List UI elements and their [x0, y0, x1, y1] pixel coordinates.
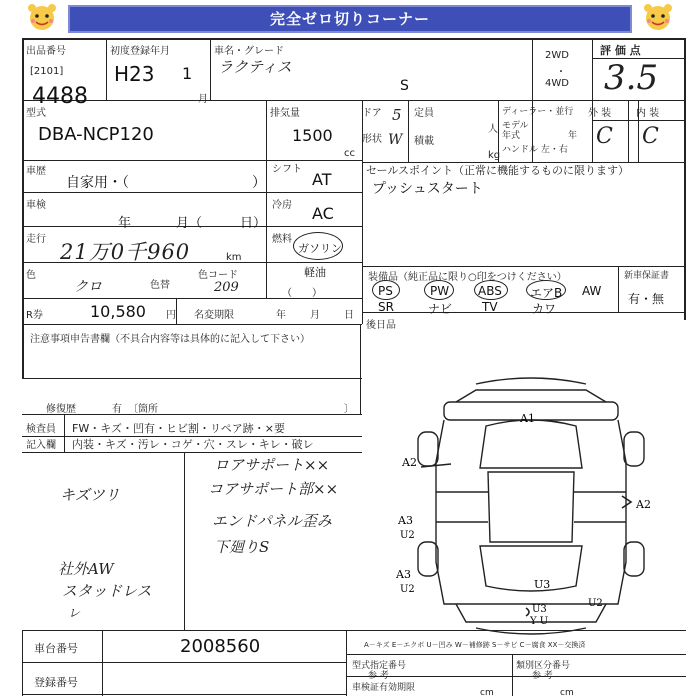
equip-ps: PS	[378, 284, 393, 298]
name-change-day: 日	[344, 310, 354, 321]
first-reg-label: 初度登録年月	[110, 46, 170, 57]
mileage-label: 走行	[26, 234, 46, 245]
model-label: 型式	[26, 108, 46, 119]
load-label: 積載	[414, 136, 434, 147]
first-reg-month-unit: 月	[198, 94, 208, 105]
history-label: 車歴	[26, 166, 46, 177]
ext-value: C	[596, 124, 613, 149]
lot-number: 4488	[32, 84, 88, 109]
fuel-gas: ガソリン	[298, 242, 342, 255]
equip-tv: TV	[482, 300, 498, 314]
r-ticket-value: 10,580	[90, 302, 146, 321]
equip-navi: ナビ	[428, 302, 453, 316]
displacement-unit: cc	[344, 148, 355, 159]
diagram-mark-9: U3	[532, 604, 547, 615]
repair-parts: 〔箇所	[128, 404, 158, 415]
diagram-mark-8: U3	[534, 578, 551, 591]
drive-4wd: 4WD	[545, 78, 569, 89]
hand-right-4: 下廻りS	[214, 538, 270, 556]
inspection-year: 年	[118, 216, 132, 231]
mileage-unit: km	[226, 252, 242, 263]
fuel-diesel: 軽油	[304, 266, 326, 279]
first-reg-month: 1	[182, 64, 193, 83]
handle-label: ハンドル 左・右	[502, 145, 568, 155]
history-value: 自家用・（	[66, 175, 129, 191]
fuel-label: 燃料	[272, 234, 292, 245]
mileage-value: 21万0千960	[60, 240, 191, 264]
inspector-label: 検査員	[26, 424, 56, 435]
doors-label: ドア	[362, 108, 382, 119]
mascot-right-icon	[640, 2, 676, 36]
hand-right-3: エンドパネル歪み	[212, 512, 332, 530]
diagram-mark-4: A3	[398, 514, 413, 527]
shape-value: W	[388, 132, 403, 148]
inspection-month: 月（	[176, 216, 203, 231]
load-unit: kg	[488, 150, 501, 161]
score-label: 評 価 点	[600, 44, 641, 57]
aircon-label: 冷房	[272, 200, 292, 211]
cert-expiry-label: 車検証有効期限	[352, 683, 416, 693]
model-value: DBA-NCP120	[38, 124, 154, 145]
lot-label: 出品番号	[26, 46, 66, 57]
reg-no-label: 登録番号	[34, 676, 78, 689]
lot-sub: [2101]	[30, 66, 64, 77]
year-unit: 年	[568, 131, 578, 141]
hand-left-2: 社外AW	[58, 560, 114, 578]
warranty-label: 新車保証書	[624, 271, 670, 281]
entry-label: 記入欄	[26, 440, 56, 451]
name-change-year: 年	[276, 310, 286, 321]
displacement-value: 1500	[292, 126, 333, 145]
first-reg-year: H23	[114, 62, 155, 86]
name-change-label: 名変期限	[194, 310, 234, 321]
hand-left-4: レ	[68, 606, 81, 620]
page-title: 完全ゼロ切りコーナー	[68, 5, 632, 33]
inspector-row1: FW・キズ・凹有・ヒビ割・リペア跡・×要	[72, 422, 285, 435]
hand-right-1: ロアサポート××	[214, 456, 330, 474]
int-value: C	[642, 124, 659, 149]
capacity-label: 定員	[414, 108, 434, 119]
notes-label: 注意事項申告書欄（不具合内容等は具体的に記入して下さい）	[30, 334, 310, 345]
history-close: ）	[252, 175, 266, 191]
displacement-label: 排気量	[270, 108, 300, 119]
fuel-gas-circle	[293, 232, 343, 260]
ext-label: 外 装	[588, 108, 612, 119]
equip-abs: ABS	[478, 284, 502, 298]
sales-point-value: プッシュスタート	[372, 181, 483, 197]
after-seat-label: 後日品	[366, 320, 396, 331]
repair-label: 修復歴	[46, 404, 76, 415]
chassis-label: 車台番号	[34, 642, 78, 655]
car-grade: S	[400, 78, 409, 94]
score-value: 3.5	[604, 58, 659, 98]
shift-value: AT	[312, 170, 332, 189]
diagram-mark-2: A2	[402, 456, 417, 469]
drive-dot: ・	[556, 67, 566, 78]
diagram-mark-7: U2	[400, 584, 415, 595]
inspector-row2: 内装・キズ・汚レ・コゲ・穴・スレ・キレ・破レ	[72, 438, 314, 451]
diagram-mark-5: U2	[400, 530, 415, 541]
hand-left-3: スタッドレス	[62, 582, 152, 600]
color-code-label: 色コード	[198, 270, 238, 281]
equip-ps-circle	[372, 280, 400, 300]
diagram-mark-1: A1	[520, 412, 535, 425]
equip-pw-circle	[424, 280, 454, 300]
type-number-label: 型式指定番号	[352, 661, 407, 671]
equip-pw: PW	[430, 284, 450, 298]
diagram-mark-11: Y U	[530, 616, 549, 627]
car-damage-diagram	[396, 372, 666, 640]
model-year-label: モデル	[502, 121, 529, 131]
car-label: 車名・グレード	[214, 46, 284, 57]
inspection-label: 車検	[26, 200, 46, 211]
color-value: クロ	[74, 279, 102, 295]
cm-unit-2: cm	[560, 688, 574, 698]
diagram-mark-6: A3	[396, 568, 411, 581]
color-label: 色	[26, 270, 36, 281]
inspection-day: 日）	[240, 216, 267, 231]
int-label: 内 装	[636, 108, 660, 119]
shift-label: シフト	[272, 164, 302, 175]
equip-aw: AW	[582, 284, 602, 298]
diagram-mark-3: A2	[636, 498, 651, 511]
capacity-unit: 人	[488, 124, 498, 135]
equip-airbag: エアB	[530, 286, 563, 300]
doors-value: 5	[392, 106, 402, 124]
mascot-left-icon	[24, 2, 60, 36]
color-change-label: 色替	[150, 280, 170, 291]
cm-unit-1: cm	[480, 688, 494, 698]
aircon-value: AC	[312, 204, 334, 223]
equip-leather: カワ	[532, 302, 557, 316]
r-ticket-label: R券	[26, 310, 43, 321]
hand-right-2: コアサポート部××	[208, 480, 339, 498]
shape-label: 形状	[362, 134, 382, 145]
warranty-value: 有・無	[628, 292, 665, 306]
r-ticket-unit: 円	[166, 310, 176, 321]
equip-abs-circle	[474, 280, 508, 300]
name-change-month: 月	[310, 310, 320, 321]
drive-2wd: 2WD	[545, 50, 569, 61]
equip-sr: SR	[378, 300, 394, 314]
year-label: 年式	[502, 131, 521, 141]
type-number-ref: 参 考	[368, 671, 389, 681]
sales-point-label: セールスポイント（正常に機能するものに限ります）	[366, 164, 630, 177]
repair-value: 有	[112, 404, 122, 415]
damage-legend: A－キズ E－エクボ U－凹み W－補修跡 S－サビ C－腐食 XX－交換済	[364, 641, 586, 649]
repair-close: 〕	[344, 404, 354, 415]
hand-left-1: キズツリ	[60, 486, 120, 504]
diagram-mark-10: U2	[588, 598, 603, 609]
color-code: 209	[214, 280, 239, 295]
class-number-ref: 参 考	[532, 671, 553, 681]
equip-airbag-circle	[526, 280, 566, 300]
car-name: ラクティス	[218, 58, 292, 76]
class-number-label: 類別区分番号	[516, 661, 571, 671]
chassis-value: 2008560	[180, 636, 261, 657]
equipment-label: 装備品（純正品に限り○印をつけください）	[368, 272, 567, 283]
dealer-label: ディーラー・並行	[502, 107, 574, 117]
fuel-paren: （ ）	[282, 288, 322, 299]
header-bar	[0, 0, 700, 36]
